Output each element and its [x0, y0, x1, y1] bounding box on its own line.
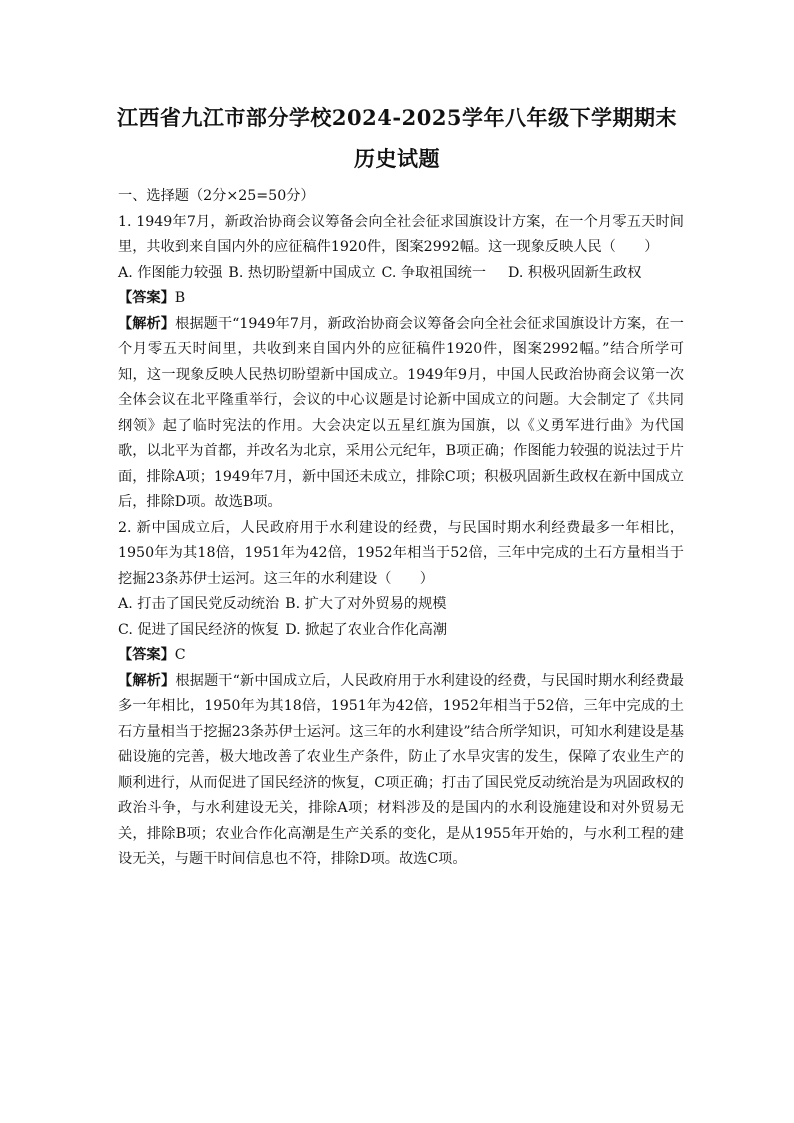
analysis-text: 根据题干“1949年7月，新政治协商会议筹备会向全社会征求国旗设计方案，在一个月零五天时间里，共收到来自国内外的应征稿件1920件，图案2992幅。”结合所学可知，这一现象反映人民热切盼望新中国成立。1949年9月，中国人民政治协商会议第一次全体会议在北平隆重举行，会议的中心议题是讨论新中国成立的问题。大会制定了《共同纲领》起了临时宪法的作用。大会决定以五星红旗为国旗，以《义勇军进行曲》为代国歌，以北平为首都，并改名为北京，采用公元纪年，B项正确；作图能力较强的说法过于片面，排除A项；1949年7月，新中国还未成立，排除C项；积极巩固新生政权在新中国成立后，排除D项。故选B项。 [118, 315, 684, 510]
answer-value: C [174, 647, 186, 663]
analysis-label: 【解析】 [118, 672, 176, 689]
document-title: 江西省九江市部分学校2024-2025学年八年级下学期期末 [116, 105, 678, 130]
answer-label: 【答案】 [118, 647, 175, 663]
option-b: B. 热切盼望新中国成立 [228, 264, 376, 281]
option-a: A. 打击了国民党反动统治 [118, 596, 280, 612]
analysis-text: 根据题干“新中国成立后，人民政府用于水利建设的经费，与民国时期水利经费最多一年相比，1950年为其18倍，1951年为42倍，1952年相当于52倍，三年中完成的土石方量相当于挖掘23条苏伊士运河。这三年的水利建设”结合所学知识，可知水利建设是基础设施的完善，极大地改善了农业生产条件，防止了水旱灾害的发生，保障了农业生产的顺利进行，从而促进了国民经济的恢复，C项正确；打击了国民党反动统治是为巩固政权的政治斗争，与水利建设无关，排除A项；材料涉及的是国内的水利设施建设和对外贸易无关，排除B项；农业合作化高潮是生产关系的变化，是从1955年开始的，与水利工程的建设无关，与题干时间信息也不符，排除D项。故选C项。 [118, 672, 684, 867]
section-heading: 一、选择题（2分×25=50分） [118, 188, 315, 204]
question-2 [118, 516, 684, 873]
options-row [118, 261, 684, 287]
option-c: C. 促进了国民经济的恢复 [118, 621, 280, 638]
document-body [118, 184, 684, 873]
option-a: A. 作图能力较强 [118, 264, 223, 281]
analysis-label: 【解析】 [118, 315, 176, 332]
answer-line [118, 286, 684, 312]
question-stem: 2. 新中国成立后，人民政府用于水利建设的经费，与民国时期水利经费最多一年相比，1950年为其18倍，1951年为42倍，1952年相当于52倍，三年中完成的土石方量相当于挖掘23条苏伊士运河。这三年的水利建设（ ） [118, 519, 684, 587]
answer-label: 【答案】 [118, 290, 175, 306]
options-row [118, 592, 684, 618]
document-subtitle: 历史试题 [354, 146, 440, 171]
option-b: B. 扩大了对外贸易的规模 [285, 596, 447, 612]
question-stem: 1. 1949年7月，新政治协商会议筹备会向全社会征求国旗设计方案，在一个月零五天时间里，共收到来自国内外的应征稿件1920件，图案2992幅。这一现象反映人民（ ） [118, 213, 684, 255]
analysis-paragraph [118, 312, 684, 516]
options-row [118, 618, 684, 644]
analysis-paragraph [118, 669, 684, 873]
option-d: D. 积极巩固新生政权 [508, 264, 642, 281]
option-c: C. 争取祖国统一 [381, 264, 487, 281]
question-1 [118, 210, 684, 516]
answer-value: B [174, 290, 186, 306]
answer-line [118, 643, 684, 669]
option-d: D. 掀起了农业合作化高潮 [285, 621, 448, 638]
